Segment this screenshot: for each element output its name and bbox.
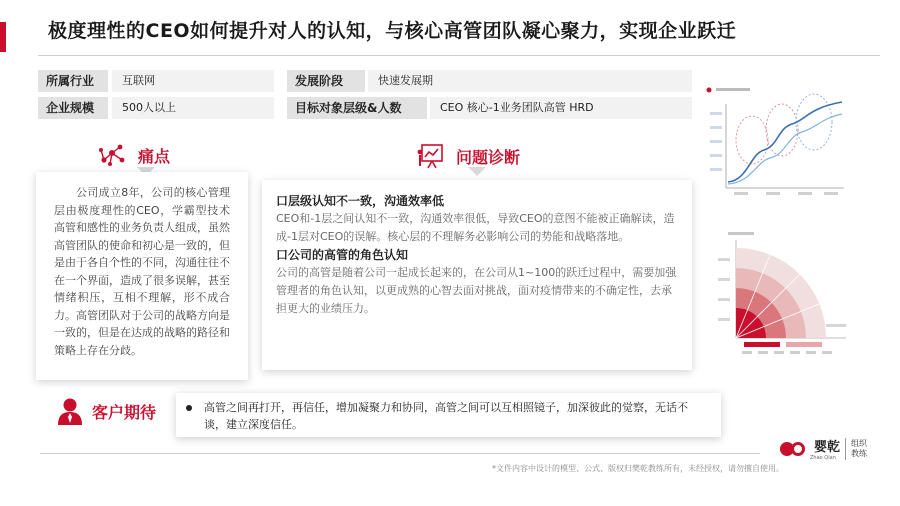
expectation-text: 高管之间再打开，再信任，增加凝聚力和协同，高管之间可以互相照镜子，加深彼此的觉察，无话不谈，建立深度信任。 (204, 401, 688, 431)
diagnosis-icon (416, 142, 448, 170)
expectation-title: 客户期待 (92, 402, 157, 422)
target-value: CEO 核心-1业务团队高管 HRD (430, 97, 692, 119)
diagnosis-box (262, 180, 692, 370)
diagnosis-item-text: 公司的高管是随着公司一起成长起来的，在公司从1~100的跃迁过程中，需要加强管理者的角色认知，以更成熟的心智去面对挑战，面对疫情带来的不确定性，去承担更大的业绩压力。 (276, 266, 677, 315)
bullet-icon (186, 405, 192, 411)
expectation-box (176, 393, 721, 437)
logo-org: 组织教练 (851, 439, 868, 458)
stage-label: 发展阶段 (287, 70, 365, 92)
logo-name: 婴乾 (814, 440, 841, 455)
logo-mark-icon (780, 442, 806, 456)
industry-value: 互联网 (112, 70, 274, 92)
diagnosis-notch (468, 167, 486, 176)
target-label: 目标对象层级&人数 (287, 97, 427, 119)
diagnosis-item-title: 口层级认知不一致，沟通效率低 (276, 194, 445, 208)
network-icon (96, 142, 130, 168)
expectation-heading (56, 396, 156, 426)
diagnosis-title: 问题诊断 (456, 147, 521, 167)
logo-separator (845, 438, 846, 460)
pain-box (36, 172, 248, 380)
diagnosis-item-text: CEO和-1层之间认知不一致，沟通效率很低，导致CEO的意图不能被正确解读，造成-1层对CEO的误解。核心层的不理解务必影响公司的势能和战略落地。 (276, 212, 675, 243)
company-logo (780, 436, 869, 462)
scale-value: 500人以上 (112, 97, 274, 119)
page-title: 极度理性的CEO如何提升对人的认知，与核心高管团队凝心聚力，实现企业跃迁 (48, 20, 737, 42)
title-accent-bar (0, 22, 6, 52)
diagnosis-heading (416, 142, 520, 170)
pain-title: 痛点 (138, 146, 171, 166)
growth-curve-diagram (704, 84, 850, 202)
copyright-note: *文件内容中设计的模型、公式、版权归樊乾教练所有，未经授权，请勿擅自使用。 (492, 464, 784, 473)
title-divider (38, 55, 880, 56)
footer-divider (40, 453, 760, 454)
logo-pinyin: Zhao Qian (810, 455, 836, 461)
industry-label: 所属行业 (38, 70, 108, 92)
user-icon (56, 396, 84, 426)
stage-value: 快速发展期 (368, 70, 692, 92)
fan-model-diagram (714, 228, 850, 360)
pain-heading (96, 142, 170, 168)
pain-text: 公司成立8年，公司的核心管理层由极度理性的CEO，学霸型技术高管和感性的业务负责人组成，虽然高管团队的使命和初心是一致的，但是由于各自个性的不同，沟通往往不在一个界面，造成了很多误解，甚至情绪积压，互相不理解，形不成合力。高管团队对于公司的战略方向是一致的，但是在达成的战略的路径和策略上存在分歧。 (54, 186, 230, 357)
scale-label: 企业规模 (38, 97, 108, 119)
diagnosis-item-title: 口公司的高管的角色认知 (276, 248, 409, 262)
